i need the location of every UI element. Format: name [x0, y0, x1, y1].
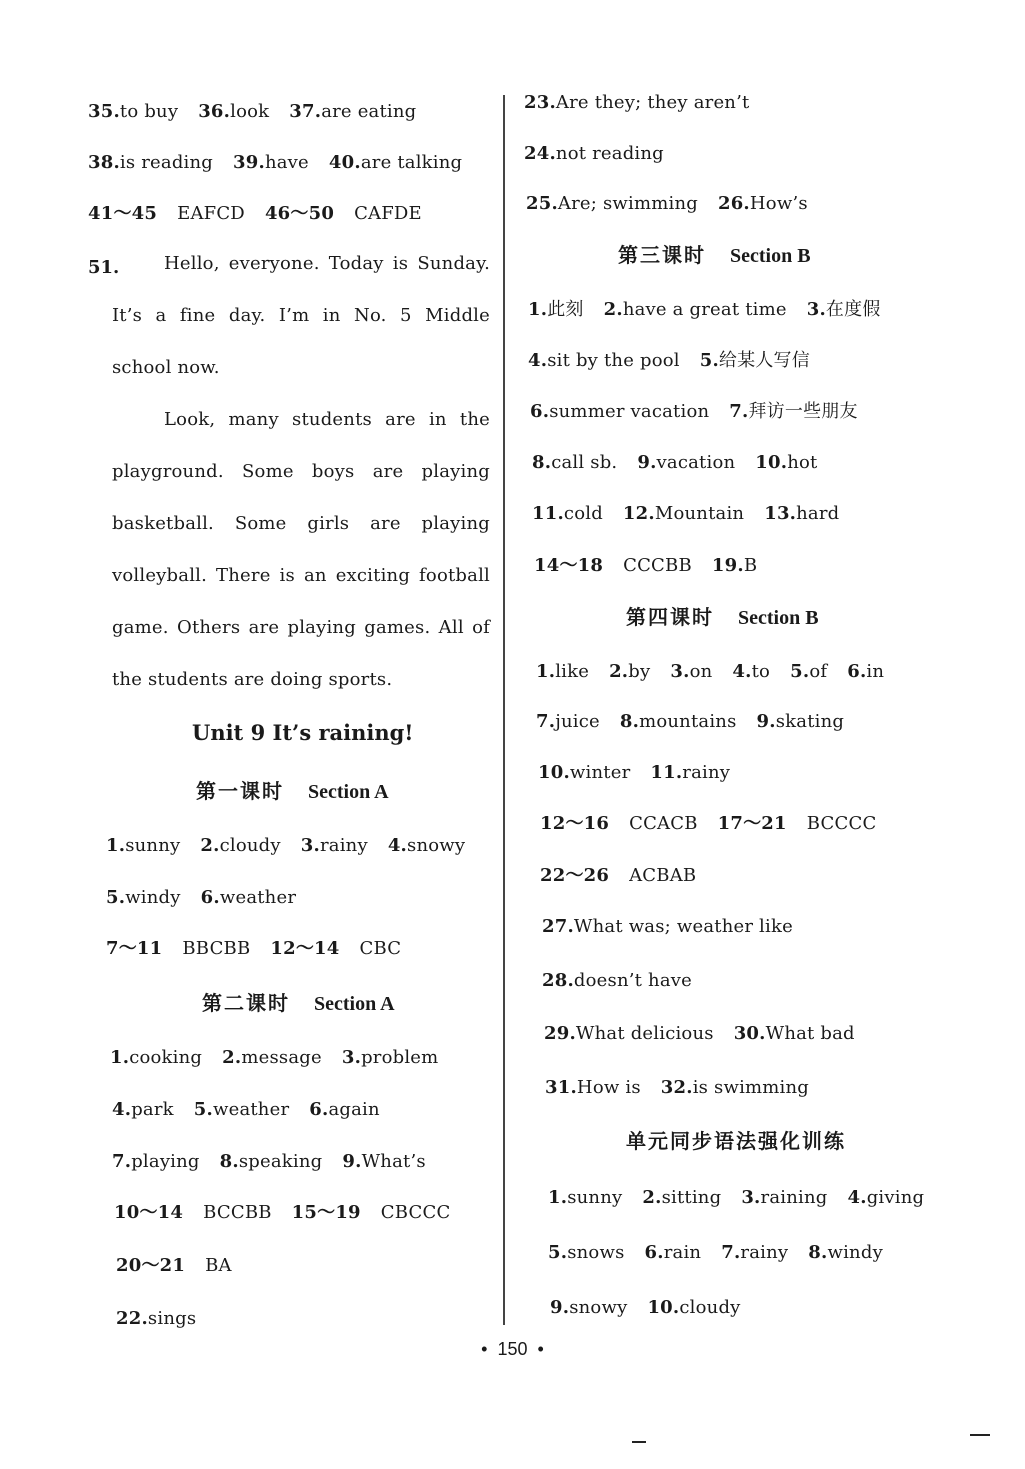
answer-item	[106, 886, 181, 910]
answer-text: Are they; they aren’t	[555, 92, 750, 113]
scan-mark	[970, 1434, 990, 1436]
section-heading	[202, 990, 395, 1017]
answer-number: 39.	[233, 152, 265, 173]
answer-item	[712, 554, 757, 578]
answer-item	[309, 1098, 380, 1122]
answer-number: 9.	[550, 1297, 570, 1318]
answer-text: problem	[361, 1047, 439, 1068]
answer-text: weather	[212, 1099, 290, 1120]
answer-item	[88, 100, 178, 124]
answer-item	[645, 1241, 702, 1265]
answer-text: in	[866, 661, 885, 682]
answer-text: rainy	[319, 835, 368, 856]
answer-text: CAFDE	[354, 203, 422, 224]
answer-number: 9.	[637, 452, 657, 473]
answer-number: 6.	[309, 1099, 329, 1120]
answer-number: 8.	[219, 1151, 239, 1172]
answer-number: 9.	[342, 1151, 362, 1172]
answer-number: 1.	[548, 1187, 568, 1208]
answer-line	[548, 1186, 924, 1210]
answer-text: Mountain	[654, 503, 745, 524]
answer-number: 29.	[544, 1023, 576, 1044]
answer-text: windy	[827, 1242, 883, 1263]
answer-item	[721, 1241, 788, 1265]
answer-number: 5.	[790, 661, 810, 682]
answer-text: CCACB	[629, 813, 698, 834]
answer-text: playing	[131, 1151, 200, 1172]
answer-number: 5.	[548, 1242, 568, 1263]
answer-number: 5.	[193, 1099, 213, 1120]
answer-text: CBCCC	[380, 1202, 451, 1223]
answer-text: by	[628, 661, 651, 682]
answer-item	[790, 660, 827, 684]
answer-item	[544, 1022, 714, 1046]
answer-number: 1.	[528, 299, 548, 320]
answer-item	[604, 298, 787, 322]
answer-text: summer vacation	[549, 401, 710, 422]
answer-text: rainy	[682, 762, 731, 783]
answer-text: 拜访一些朋友	[748, 401, 858, 422]
answer-text: of	[809, 661, 828, 682]
answer-number: 32.	[660, 1077, 693, 1098]
answer-item	[642, 1186, 721, 1210]
answer-item	[88, 151, 213, 175]
answer-text: 给某人写信	[718, 350, 810, 371]
answer-item	[526, 192, 698, 216]
answer-item	[741, 1186, 827, 1210]
section-heading	[196, 778, 389, 805]
answer-item	[532, 451, 617, 475]
answer-text: raining	[760, 1187, 828, 1208]
answer-text: sunny	[567, 1187, 623, 1208]
answer-item	[650, 761, 730, 785]
answer-text: winter	[569, 762, 631, 783]
answer-number: 8.	[808, 1242, 828, 1263]
answer-item	[538, 761, 630, 785]
section-heading	[626, 604, 819, 631]
answer-item	[532, 502, 603, 526]
answer-item	[289, 100, 416, 124]
answer-line	[540, 812, 876, 836]
answer-number: 4.	[847, 1187, 867, 1208]
answer-text: juice	[555, 711, 600, 732]
answer-number: 3.	[670, 661, 690, 682]
answer-number: 25.	[526, 193, 558, 214]
answer-text: is reading	[119, 152, 214, 173]
answer-number: 10.	[755, 452, 788, 473]
answer-line	[112, 1150, 426, 1174]
answer-text: BCCCC	[806, 813, 877, 834]
answer-item	[530, 400, 709, 424]
answer-item	[764, 502, 839, 526]
answer-item	[329, 151, 462, 175]
answer-text: What was; weather like	[573, 916, 793, 937]
answer-number: 5.	[106, 887, 126, 908]
answer-number: 20～21	[116, 1255, 186, 1276]
answer-item	[116, 1307, 196, 1331]
section-heading	[618, 242, 811, 269]
answer-item	[220, 1150, 323, 1174]
lesson-label: 第一课时	[196, 779, 284, 803]
answer-line	[534, 554, 757, 578]
answer-line	[88, 202, 422, 226]
answer-text: is swimming	[692, 1077, 810, 1098]
answer-number: 38.	[88, 152, 120, 173]
answer-number: 6.	[530, 401, 550, 422]
essay-number: 51.	[88, 257, 120, 278]
answer-item	[540, 864, 696, 888]
answer-item	[540, 812, 698, 836]
answer-number: 1.	[110, 1047, 130, 1068]
footer-dot-right: •	[537, 1339, 544, 1359]
answer-line	[542, 915, 793, 939]
answer-text: What delicious	[575, 1023, 714, 1044]
answer-line	[544, 1022, 855, 1046]
answer-item	[198, 100, 269, 124]
answer-number: 4.	[732, 661, 752, 682]
answer-number: 7～11	[106, 938, 163, 959]
answer-number: 26.	[717, 193, 750, 214]
answer-text: on	[689, 661, 713, 682]
answer-text: BCCBB	[203, 1202, 272, 1223]
answer-text: cooking	[129, 1047, 203, 1068]
answer-text: hot	[787, 452, 818, 473]
page-footer	[0, 1339, 1025, 1360]
answer-number: 40.	[328, 152, 361, 173]
answer-item	[194, 1098, 289, 1122]
answer-item	[807, 298, 881, 322]
essay-paragraph-2: Look, many students are in the playground. Some boys are playing basketball. Some girls are playing volleyball. There is an exciting football game. Others are playing games. All of the students are doing sports.	[112, 409, 490, 690]
answer-line	[116, 1254, 232, 1278]
answer-line	[88, 151, 462, 175]
answer-item	[847, 660, 884, 684]
answer-item	[620, 710, 737, 734]
answer-item	[233, 151, 309, 175]
answer-number: 2.	[200, 835, 220, 856]
answer-item	[528, 298, 584, 322]
answer-text: sings	[147, 1308, 197, 1329]
answer-text: BA	[205, 1255, 232, 1276]
answer-number: 4.	[112, 1099, 132, 1120]
answer-item	[201, 886, 296, 910]
answer-item	[524, 91, 749, 115]
answer-number: 9.	[756, 711, 776, 732]
answer-number: 10.	[538, 762, 570, 783]
answer-line	[526, 192, 808, 216]
answer-number: 2.	[222, 1047, 242, 1068]
answer-number: 11.	[650, 762, 683, 783]
answer-text: sunny	[125, 835, 181, 856]
answer-item	[757, 710, 845, 734]
answer-text: doesn’t have	[573, 970, 692, 991]
answer-item	[718, 192, 808, 216]
answer-number: 7.	[112, 1151, 132, 1172]
answer-text: What bad	[765, 1023, 855, 1044]
answer-number: 3.	[341, 1047, 362, 1068]
answer-text: park	[131, 1099, 174, 1120]
answer-line	[536, 660, 884, 684]
column-divider	[503, 95, 505, 1325]
answer-line	[550, 1296, 741, 1320]
answer-text: EAFCD	[177, 203, 245, 224]
answer-item	[528, 349, 680, 373]
answer-text: to	[751, 661, 771, 682]
answer-number: 15～19	[291, 1202, 361, 1223]
answer-line	[116, 1307, 196, 1331]
answer-text: have a great time	[622, 299, 787, 320]
answer-text: CCCBB	[623, 555, 692, 576]
answer-item	[755, 451, 817, 475]
answer-item	[670, 660, 712, 684]
answer-item	[200, 834, 280, 858]
answer-text: call sb.	[551, 452, 618, 473]
answer-text: BBCBB	[182, 938, 251, 959]
answer-text: like	[555, 661, 590, 682]
answer-line	[532, 502, 839, 526]
lesson-label: 第二课时	[202, 991, 290, 1015]
answer-number: 5.	[699, 350, 719, 371]
answer-text: again	[328, 1099, 380, 1120]
answer-number: 46～50	[264, 203, 335, 224]
answer-text: rain	[663, 1242, 702, 1263]
section-label: Section A	[308, 781, 389, 803]
answer-text: look	[230, 101, 270, 122]
answer-text: to buy	[119, 101, 179, 122]
answer-line	[106, 886, 296, 910]
answer-item	[292, 1201, 451, 1225]
lesson-label: 第三课时	[618, 243, 706, 267]
answer-text: are talking	[360, 152, 463, 173]
answer-text: B	[743, 555, 758, 576]
answer-line	[538, 761, 730, 785]
answer-item	[718, 812, 877, 836]
answer-text: are eating	[321, 101, 417, 122]
answer-line	[524, 91, 749, 115]
answer-item	[112, 1150, 200, 1174]
page-number: 150	[497, 1339, 528, 1359]
answer-line	[112, 1098, 380, 1122]
answer-text: cloudy	[679, 1297, 741, 1318]
answer-item	[637, 451, 735, 475]
answer-number: 23.	[524, 92, 556, 113]
answer-number: 36.	[198, 101, 231, 122]
answer-line	[114, 1201, 450, 1225]
answer-number: 1.	[536, 661, 556, 682]
answer-number: 10～14	[114, 1202, 184, 1223]
answer-item	[542, 915, 793, 939]
answer-line	[88, 100, 416, 124]
answer-line	[106, 937, 401, 961]
answer-number: 30.	[733, 1023, 766, 1044]
answer-text: mountains	[639, 711, 737, 732]
answer-text: have	[264, 152, 309, 173]
answer-item	[106, 834, 180, 858]
answer-number: 14～18	[534, 555, 604, 576]
answer-number: 2.	[642, 1187, 662, 1208]
answer-item	[388, 834, 465, 858]
answer-item	[536, 660, 589, 684]
answer-number: 8.	[532, 452, 552, 473]
answer-number: 6.	[200, 887, 220, 908]
answer-item	[342, 1046, 439, 1070]
answer-text: hard	[796, 503, 840, 524]
footer-dot-left: •	[481, 1339, 488, 1359]
answer-number: 3.	[806, 299, 826, 320]
answer-text: snowy	[407, 835, 466, 856]
answer-number: 19.	[711, 555, 744, 576]
answer-item	[106, 937, 250, 961]
answer-number: 27.	[542, 916, 574, 937]
answer-item	[548, 1186, 622, 1210]
answer-number: 7.	[721, 1242, 741, 1263]
answer-text: ACBAB	[629, 865, 697, 886]
answer-number: 37.	[289, 101, 322, 122]
answer-text: sit by the pool	[547, 350, 680, 371]
answer-line	[530, 400, 858, 424]
essay	[112, 238, 490, 706]
answer-number: 12～16	[540, 813, 610, 834]
answer-text: skating	[775, 711, 845, 732]
answer-item	[116, 1254, 232, 1278]
answer-item	[270, 937, 401, 961]
answer-number: 17～21	[717, 813, 787, 834]
answer-item	[609, 660, 650, 684]
answer-number: 11.	[532, 503, 564, 524]
answer-item	[342, 1150, 425, 1174]
unit-title: Unit 9 It’s raining!	[192, 720, 414, 745]
answer-item	[550, 1296, 627, 1320]
scan-mark	[632, 1441, 646, 1443]
answer-number: 13.	[764, 503, 797, 524]
answer-item	[301, 834, 368, 858]
answer-item	[536, 710, 600, 734]
answer-text: Are; swimming	[557, 193, 698, 214]
grammar-heading: 单元同步语法强化训练	[626, 1129, 846, 1153]
answer-line	[540, 864, 696, 888]
answer-number: 6.	[847, 661, 867, 682]
answer-number: 7.	[729, 401, 749, 422]
answer-number: 12.	[622, 503, 655, 524]
answer-number: 2.	[603, 299, 623, 320]
answer-item	[729, 400, 857, 424]
answer-number: 35.	[88, 101, 120, 122]
section-label: Section A	[314, 993, 395, 1015]
answer-number: 22.	[116, 1308, 148, 1329]
answer-item	[647, 1296, 740, 1320]
answer-text: How’s	[749, 193, 808, 214]
answer-text: How is	[576, 1077, 641, 1098]
answer-item	[732, 660, 770, 684]
answer-line	[524, 142, 664, 166]
answer-item	[734, 1022, 855, 1046]
answer-item	[524, 142, 664, 166]
answer-text: giving	[866, 1187, 925, 1208]
answer-text: snowy	[569, 1297, 628, 1318]
answer-text: What’s	[361, 1151, 426, 1172]
answer-item	[808, 1241, 883, 1265]
answer-item	[545, 1076, 641, 1100]
answer-number: 3.	[741, 1187, 761, 1208]
answer-number: 24.	[524, 143, 556, 164]
answer-number: 28.	[542, 970, 574, 991]
answer-text: cold	[563, 503, 603, 524]
answer-item	[623, 502, 744, 526]
answer-number: 4.	[528, 350, 548, 371]
answer-number: 22～26	[540, 865, 610, 886]
answer-number: 4.	[387, 835, 408, 856]
section-label: Section B	[730, 245, 811, 267]
answer-line	[110, 1046, 438, 1070]
answer-text: not reading	[555, 143, 664, 164]
answer-text: 在度假	[825, 299, 881, 320]
answer-item	[548, 1241, 625, 1265]
answer-line	[528, 298, 881, 322]
answer-item	[534, 554, 692, 578]
answer-number: 41～45	[88, 203, 158, 224]
answer-text: weather	[219, 887, 297, 908]
answer-text: speaking	[238, 1151, 323, 1172]
answer-item	[661, 1076, 809, 1100]
answer-line	[542, 969, 692, 993]
answer-item	[222, 1046, 322, 1070]
answer-line	[106, 834, 465, 858]
answer-item	[112, 1098, 174, 1122]
answer-item	[114, 1201, 272, 1225]
answer-number: 31.	[545, 1077, 577, 1098]
answer-number: 1.	[106, 835, 126, 856]
answer-number: 3.	[300, 835, 320, 856]
answer-number: 12～14	[270, 938, 340, 959]
answer-text: cloudy	[219, 835, 281, 856]
answer-line	[528, 349, 810, 373]
lesson-label: 第四课时	[626, 605, 714, 629]
answer-text: message	[241, 1047, 322, 1068]
answer-number: 10.	[647, 1297, 680, 1318]
answer-item	[542, 969, 692, 993]
answer-item	[88, 202, 245, 226]
answer-line	[532, 451, 817, 475]
answer-text: snows	[567, 1242, 625, 1263]
answer-number: 6.	[644, 1242, 664, 1263]
answer-item	[265, 202, 422, 226]
answer-text: windy	[125, 887, 181, 908]
answer-text: vacation	[656, 452, 736, 473]
answer-item	[848, 1186, 925, 1210]
answer-text: rainy	[740, 1242, 789, 1263]
answer-text: CBC	[359, 938, 402, 959]
section-label: Section B	[738, 607, 819, 629]
answer-line	[545, 1076, 809, 1100]
answer-line	[548, 1241, 883, 1265]
answer-number: 8.	[619, 711, 640, 732]
answer-number: 2.	[609, 661, 629, 682]
answer-number: 7.	[536, 711, 556, 732]
answer-line	[536, 710, 844, 734]
answer-text: sitting	[661, 1187, 722, 1208]
answer-item	[110, 1046, 202, 1070]
essay-paragraph-1: Hello, everyone. Today is Sunday. It’s a fine day. I’m in No. 5 Middle school now.	[112, 253, 490, 378]
answer-item	[700, 349, 810, 373]
answer-text: 此刻	[547, 299, 584, 320]
